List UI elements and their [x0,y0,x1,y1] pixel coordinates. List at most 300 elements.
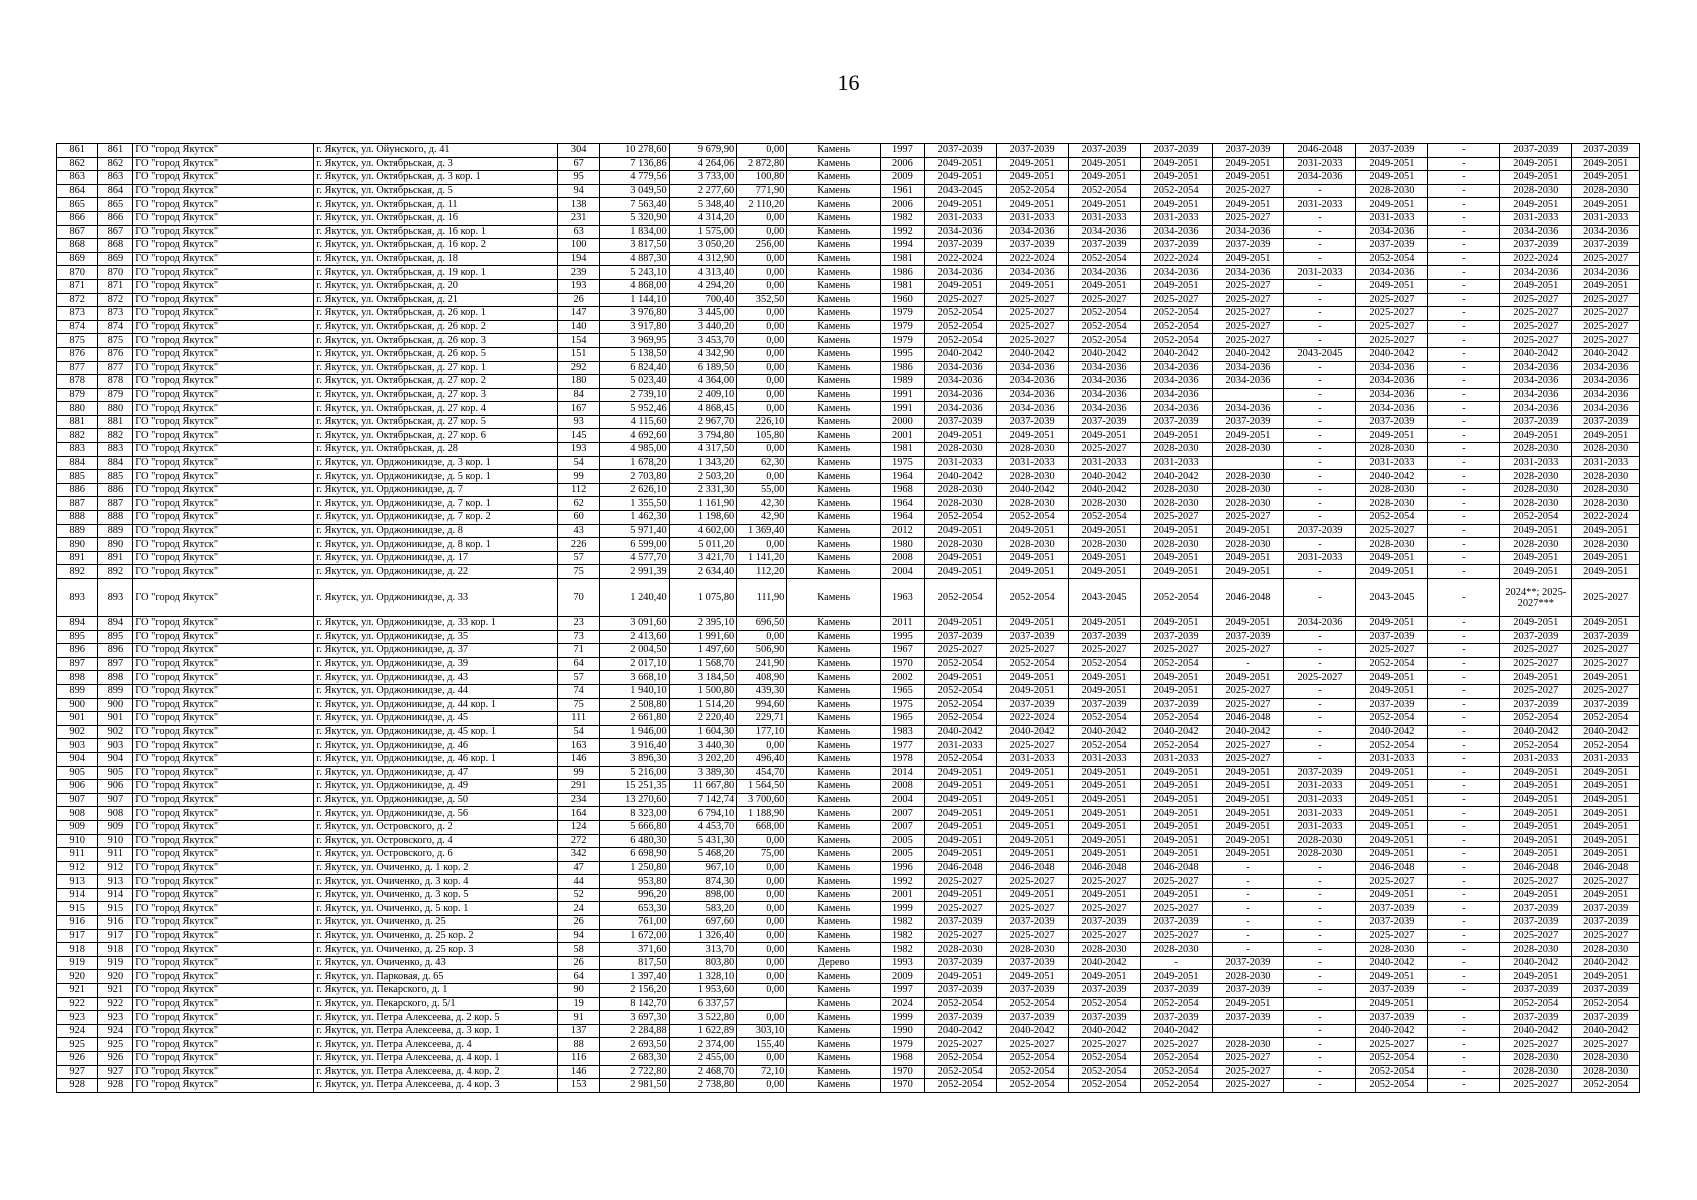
cell-nonresidential-area: 2 110,20 [737,198,787,212]
cell-build-year: 1977 [881,739,925,753]
cell-period-10: 2052-2054 [1572,712,1640,726]
cell-total-area: 7 563,40 [599,198,669,212]
cell-residential-area: 1 075,80 [669,579,737,617]
cell-period-2: 2049-2051 [996,684,1068,698]
cell-residential-area: 4 453,70 [669,820,737,834]
cell-residential-area: 4 314,20 [669,211,737,225]
cell-period-5: 2025-2027 [1212,1052,1284,1066]
cell-total-area: 2 703,80 [599,470,669,484]
cell-period-4: 2040-2042 [1140,1024,1212,1038]
cell-period-3: 2049-2051 [1068,524,1140,538]
cell-period-9: 2025-2027 [1500,293,1572,307]
cell-period-9: 2031-2033 [1500,456,1572,470]
cell-period-1: 2037-2039 [924,144,996,158]
cell-period-1: 2049-2051 [924,807,996,821]
cell-wall-material: Камень [787,334,881,348]
cell-nonresidential-area: 1 141,20 [737,551,787,565]
cell-period-8: - [1428,429,1500,443]
cell-period-9: 2049-2051 [1500,565,1572,579]
cell-period-6: - [1284,725,1356,739]
cell-period-7: 2049-2051 [1356,793,1428,807]
cell-period-7: 2040-2042 [1356,956,1428,970]
cell-wall-material: Камень [787,671,881,685]
cell-period-8: - [1428,1052,1500,1066]
cell-period-5: 2034-2036 [1212,361,1284,375]
cell-period-10: 2049-2051 [1572,780,1640,794]
table-row [57,956,1640,970]
cell-period-2: 2037-2039 [996,144,1068,158]
cell-period-7: 2049-2051 [1356,888,1428,902]
cell-period-3: 2025-2027 [1068,929,1140,943]
cell-nonresidential-area: 0,00 [737,225,787,239]
cell-municipality: ГО "город Якутск" [133,752,314,766]
cell-period-9: 2028-2030 [1500,483,1572,497]
cell-period-10: 2028-2030 [1572,470,1640,484]
cell-residential-area: 2 503,20 [669,470,737,484]
cell-build-year: 1961 [881,184,925,198]
cell-period-10: 2049-2051 [1572,551,1640,565]
cell-total-area: 2 004,50 [599,644,669,658]
cell-period-7: 2025-2027 [1356,644,1428,658]
cell-period-4: 2049-2051 [1140,198,1212,212]
table-row [57,997,1640,1011]
cell-object-number: 886 [98,483,133,497]
cell-period-1: 2022-2024 [924,252,996,266]
cell-apartments: 138 [558,198,599,212]
table-row [57,630,1640,644]
cell-wall-material: Камень [787,252,881,266]
cell-period-3: 2052-2054 [1068,334,1140,348]
table-row [57,902,1640,916]
cell-period-4: 2052-2054 [1140,320,1212,334]
cell-address: г. Якутск, ул. Октябрьская, д. 3 кор. 1 [314,171,558,185]
cell-period-9: 2049-2051 [1500,970,1572,984]
cell-address: г. Якутск, ул. Парковая, д. 65 [314,970,558,984]
cell-period-2: 2025-2027 [996,1038,1068,1052]
cell-wall-material: Камень [787,1011,881,1025]
cell-build-year: 1980 [881,538,925,552]
cell-wall-material: Камень [787,861,881,875]
cell-nonresidential-area: 0,00 [737,916,787,930]
cell-build-year: 1982 [881,929,925,943]
cell-period-10: 2037-2039 [1572,239,1640,253]
cell-total-area: 4 887,30 [599,252,669,266]
cell-wall-material: Камень [787,630,881,644]
cell-address: г. Якутск, ул. Очиченко, д. 25 [314,916,558,930]
cell-total-area: 1 940,10 [599,684,669,698]
cell-apartments: 60 [558,511,599,525]
cell-period-3: 2037-2039 [1068,916,1140,930]
cell-period-1: 2040-2042 [924,470,996,484]
cell-total-area: 2 683,30 [599,1052,669,1066]
cell-wall-material: Камень [787,402,881,416]
cell-period-2: 2049-2051 [996,198,1068,212]
cell-wall-material: Камень [787,1024,881,1038]
cell-nonresidential-area: 1 564,50 [737,780,787,794]
cell-period-1: 2049-2051 [924,551,996,565]
table-row [57,888,1640,902]
cell-address: г. Якутск, ул. Октябрьская, д. 26 кор. 2 [314,320,558,334]
cell-period-1: 2031-2033 [924,456,996,470]
cell-period-3: 2037-2039 [1068,984,1140,998]
cell-municipality: ГО "город Якутск" [133,347,314,361]
cell-period-8: - [1428,684,1500,698]
cell-period-9: 2024**; 2025-2027*** [1500,579,1572,617]
cell-period-1: 2028-2030 [924,443,996,457]
cell-period-2: 2049-2051 [996,793,1068,807]
cell-row-number: 887 [57,497,98,511]
cell-nonresidential-area: 241,90 [737,657,787,671]
cell-period-2: 2034-2036 [996,388,1068,402]
cell-period-5: 2025-2027 [1212,1079,1284,1093]
cell-row-number: 917 [57,929,98,943]
cell-period-5: 2037-2039 [1212,239,1284,253]
cell-period-4: 2022-2024 [1140,252,1212,266]
cell-wall-material: Камень [787,361,881,375]
cell-period-4: 2052-2054 [1140,334,1212,348]
cell-wall-material: Камень [787,657,881,671]
cell-build-year: 2001 [881,888,925,902]
cell-nonresidential-area: 0,00 [737,943,787,957]
cell-period-2: 2040-2042 [996,725,1068,739]
cell-period-1: 2028-2030 [924,943,996,957]
cell-nonresidential-area: 0,00 [737,375,787,389]
cell-period-5: 2025-2027 [1212,320,1284,334]
cell-total-area: 7 136,86 [599,157,669,171]
cell-apartments: 44 [558,875,599,889]
table-row [57,617,1640,631]
cell-build-year: 1992 [881,875,925,889]
cell-nonresidential-area: 155,40 [737,1038,787,1052]
cell-build-year: 1999 [881,1011,925,1025]
table-row [57,848,1640,862]
cell-row-number: 877 [57,361,98,375]
cell-address: г. Якутск, ул. Октябрьская, д. 18 [314,252,558,266]
cell-nonresidential-area: 177,10 [737,725,787,739]
cell-period-2: 2049-2051 [996,848,1068,862]
cell-apartments: 19 [558,997,599,1011]
cell-residential-area: 3 440,20 [669,320,737,334]
cell-period-10: 2037-2039 [1572,1011,1640,1025]
cell-period-7: 2037-2039 [1356,1011,1428,1025]
cell-period-1: 2037-2039 [924,1011,996,1025]
cell-object-number: 908 [98,807,133,821]
cell-period-10: 2034-2036 [1572,361,1640,375]
cell-period-10: 2028-2030 [1572,943,1640,957]
cell-build-year: 1970 [881,1079,925,1093]
cell-period-9: 2025-2027 [1500,875,1572,889]
table-row [57,780,1640,794]
cell-apartments: 54 [558,456,599,470]
cell-period-7: 2043-2045 [1356,579,1428,617]
cell-period-8: - [1428,388,1500,402]
cell-period-7: 2049-2051 [1356,807,1428,821]
cell-object-number: 912 [98,861,133,875]
cell-period-7: 2028-2030 [1356,943,1428,957]
cell-wall-material: Камень [787,456,881,470]
cell-address: г. Якутск, ул. Очиченко, д. 25 кор. 3 [314,943,558,957]
cell-apartments: 47 [558,861,599,875]
cell-nonresidential-area: 0,00 [737,388,787,402]
cell-period-9: 2049-2051 [1500,551,1572,565]
cell-period-9: 2025-2027 [1500,929,1572,943]
cell-row-number: 880 [57,402,98,416]
cell-period-2: 2052-2054 [996,1065,1068,1079]
table-row [57,671,1640,685]
cell-period-1: 2049-2051 [924,848,996,862]
cell-period-4: 2040-2042 [1140,725,1212,739]
cell-period-7: 2025-2027 [1356,1038,1428,1052]
cell-period-1: 2037-2039 [924,239,996,253]
cell-apartments: 193 [558,279,599,293]
cell-wall-material: Камень [787,970,881,984]
cell-municipality: ГО "город Якутск" [133,429,314,443]
cell-period-7: 2025-2027 [1356,875,1428,889]
cell-wall-material: Камень [787,820,881,834]
cell-period-3: 2031-2033 [1068,456,1140,470]
cell-nonresidential-area: 72,10 [737,1065,787,1079]
table-row [57,252,1640,266]
cell-period-3: 2037-2039 [1068,1011,1140,1025]
cell-address: г. Якутск, ул. Октябрьская, д. 26 кор. 5 [314,347,558,361]
cell-period-6: 2034-2036 [1284,171,1356,185]
cell-residential-area: 11 667,80 [669,780,737,794]
table-row [57,334,1640,348]
cell-build-year: 1992 [881,225,925,239]
cell-period-7: 2037-2039 [1356,698,1428,712]
cell-period-5: 2049-2051 [1212,157,1284,171]
cell-period-8: - [1428,347,1500,361]
cell-object-number: 900 [98,698,133,712]
cell-total-area: 3 049,50 [599,184,669,198]
cell-period-4: 2028-2030 [1140,497,1212,511]
cell-period-8: - [1428,848,1500,862]
cell-period-8: - [1428,739,1500,753]
cell-period-3: 2034-2036 [1068,375,1140,389]
cell-period-2: 2034-2036 [996,225,1068,239]
cell-period-7: 2025-2027 [1356,320,1428,334]
cell-period-4: 2049-2051 [1140,766,1212,780]
cell-municipality: ГО "город Якутск" [133,820,314,834]
cell-period-4: 2037-2039 [1140,630,1212,644]
cell-municipality: ГО "город Якутск" [133,943,314,957]
cell-period-8: - [1428,456,1500,470]
cell-wall-material: Камень [787,144,881,158]
cell-period-4: 2031-2033 [1140,211,1212,225]
cell-period-3: 2040-2042 [1068,1024,1140,1038]
table-row [57,184,1640,198]
cell-municipality: ГО "город Якутск" [133,225,314,239]
cell-residential-area: 3 050,20 [669,239,737,253]
cell-row-number: 866 [57,211,98,225]
cell-period-7: 2028-2030 [1356,483,1428,497]
cell-period-8: - [1428,956,1500,970]
cell-period-5: 2028-2030 [1212,1038,1284,1052]
cell-period-2: 2031-2033 [996,456,1068,470]
cell-municipality: ГО "город Якутск" [133,266,314,280]
cell-address: г. Якутск, ул. Петра Алексеева, д. 2 кор. 5 [314,1011,558,1025]
cell-period-3: 2049-2051 [1068,766,1140,780]
cell-period-1: 2034-2036 [924,266,996,280]
cell-period-5: 2025-2027 [1212,279,1284,293]
cell-address: г. Якутск, ул. Островского, д. 6 [314,848,558,862]
cell-period-4: - [1140,956,1212,970]
cell-municipality: ГО "город Якутск" [133,511,314,525]
cell-period-1: 2052-2054 [924,320,996,334]
cell-object-number: 865 [98,198,133,212]
cell-municipality: ГО "город Якутск" [133,456,314,470]
cell-object-number: 904 [98,752,133,766]
cell-period-5: - [1212,902,1284,916]
cell-object-number: 909 [98,820,133,834]
cell-period-10: 2052-2054 [1572,1079,1640,1093]
cell-period-9: 2049-2051 [1500,171,1572,185]
cell-total-area: 817,50 [599,956,669,970]
cell-period-10: 2034-2036 [1572,266,1640,280]
cell-period-4: 2037-2039 [1140,415,1212,429]
cell-wall-material: Камень [787,511,881,525]
cell-apartments: 84 [558,388,599,402]
cell-build-year: 2011 [881,617,925,631]
cell-period-3: 2040-2042 [1068,347,1140,361]
cell-period-1: 2037-2039 [924,630,996,644]
cell-period-6: - [1284,361,1356,375]
cell-nonresidential-area: 226,10 [737,415,787,429]
cell-residential-area: 3 440,30 [669,739,737,753]
cell-residential-area: 4 317,50 [669,443,737,457]
cell-period-9: 2040-2042 [1500,956,1572,970]
cell-period-5: - [1212,888,1284,902]
cell-residential-area: 803,80 [669,956,737,970]
cell-period-4: 2049-2051 [1140,848,1212,862]
cell-total-area: 2 284,88 [599,1024,669,1038]
cell-period-9: 2049-2051 [1500,524,1572,538]
cell-period-7: 2052-2054 [1356,657,1428,671]
cell-municipality: ГО "город Якутск" [133,902,314,916]
cell-period-4: 2040-2042 [1140,470,1212,484]
cell-period-2: 2037-2039 [996,239,1068,253]
cell-total-area: 2 981,50 [599,1079,669,1093]
cell-period-10: 2025-2027 [1572,1038,1640,1052]
cell-residential-area: 3 794,80 [669,429,737,443]
cell-period-5: 2025-2027 [1212,307,1284,321]
cell-wall-material: Камень [787,712,881,726]
table-row [57,834,1640,848]
cell-row-number: 895 [57,630,98,644]
cell-period-8: - [1428,902,1500,916]
cell-period-2: 2049-2051 [996,807,1068,821]
cell-address: г. Якутск, ул. Октябрьская, д. 27 кор. 1 [314,361,558,375]
cell-build-year: 1965 [881,712,925,726]
cell-period-4: 2025-2027 [1140,1038,1212,1052]
cell-apartments: 24 [558,902,599,916]
cell-period-4: 2052-2054 [1140,579,1212,617]
cell-period-3: 2043-2045 [1068,579,1140,617]
cell-period-4: 2025-2027 [1140,511,1212,525]
cell-period-8: - [1428,970,1500,984]
cell-residential-area: 1 991,60 [669,630,737,644]
cell-period-9: 2052-2054 [1500,997,1572,1011]
cell-period-1: 2049-2051 [924,834,996,848]
cell-build-year: 1986 [881,266,925,280]
cell-period-9: 2046-2048 [1500,861,1572,875]
cell-period-5: 2049-2051 [1212,766,1284,780]
cell-wall-material: Камень [787,429,881,443]
cell-object-number: 881 [98,415,133,429]
cell-apartments: 124 [558,820,599,834]
cell-period-6: - [1284,239,1356,253]
cell-build-year: 1968 [881,1052,925,1066]
cell-row-number: 865 [57,198,98,212]
cell-period-8: - [1428,239,1500,253]
cell-period-3: 2052-2054 [1068,307,1140,321]
cell-residential-area: 5 431,30 [669,834,737,848]
cell-row-number: 867 [57,225,98,239]
cell-period-3: 2049-2051 [1068,684,1140,698]
cell-period-6: - [1284,293,1356,307]
cell-wall-material: Камень [787,1065,881,1079]
cell-apartments: 100 [558,239,599,253]
cell-period-4: 2034-2036 [1140,361,1212,375]
cell-period-3: 2034-2036 [1068,402,1140,416]
cell-period-10: 2034-2036 [1572,375,1640,389]
cell-period-10: 2031-2033 [1572,752,1640,766]
cell-period-3: 2028-2030 [1068,497,1140,511]
cell-row-number: 896 [57,644,98,658]
cell-nonresidential-area: 0,00 [737,144,787,158]
cell-total-area: 1 144,10 [599,293,669,307]
cell-row-number: 919 [57,956,98,970]
table-row [57,943,1640,957]
cell-total-area: 3 817,50 [599,239,669,253]
cell-period-5: 2025-2027 [1212,698,1284,712]
cell-wall-material: Камень [787,171,881,185]
cell-period-7: 2028-2030 [1356,497,1428,511]
cell-period-6: - [1284,1052,1356,1066]
cell-row-number: 883 [57,443,98,457]
cell-period-8: - [1428,171,1500,185]
cell-municipality: ГО "город Якутск" [133,888,314,902]
cell-row-number: 899 [57,684,98,698]
cell-row-number: 882 [57,429,98,443]
cell-period-10: 2049-2051 [1572,565,1640,579]
cell-period-9: 2049-2051 [1500,793,1572,807]
cell-nonresidential-area: 0,00 [737,970,787,984]
cell-apartments: 99 [558,766,599,780]
cell-period-9: 2049-2051 [1500,429,1572,443]
cell-build-year: 1986 [881,361,925,375]
cell-period-2: 2052-2054 [996,579,1068,617]
cell-period-7: 2040-2042 [1356,725,1428,739]
cell-total-area: 3 976,80 [599,307,669,321]
cell-row-number: 905 [57,766,98,780]
cell-total-area: 4 985,00 [599,443,669,457]
cell-period-8: - [1428,1079,1500,1093]
cell-object-number: 864 [98,184,133,198]
cell-period-4: 2046-2048 [1140,861,1212,875]
cell-period-1: 2031-2033 [924,211,996,225]
cell-apartments: 164 [558,807,599,821]
cell-residential-area: 4 602,00 [669,524,737,538]
cell-row-number: 868 [57,239,98,253]
cell-apartments: 62 [558,497,599,511]
cell-object-number: 902 [98,725,133,739]
cell-build-year: 1991 [881,402,925,416]
cell-residential-area: 4 342,90 [669,347,737,361]
cell-residential-area: 2 395,10 [669,617,737,631]
cell-total-area: 2 991,39 [599,565,669,579]
cell-residential-area: 5 011,20 [669,538,737,552]
